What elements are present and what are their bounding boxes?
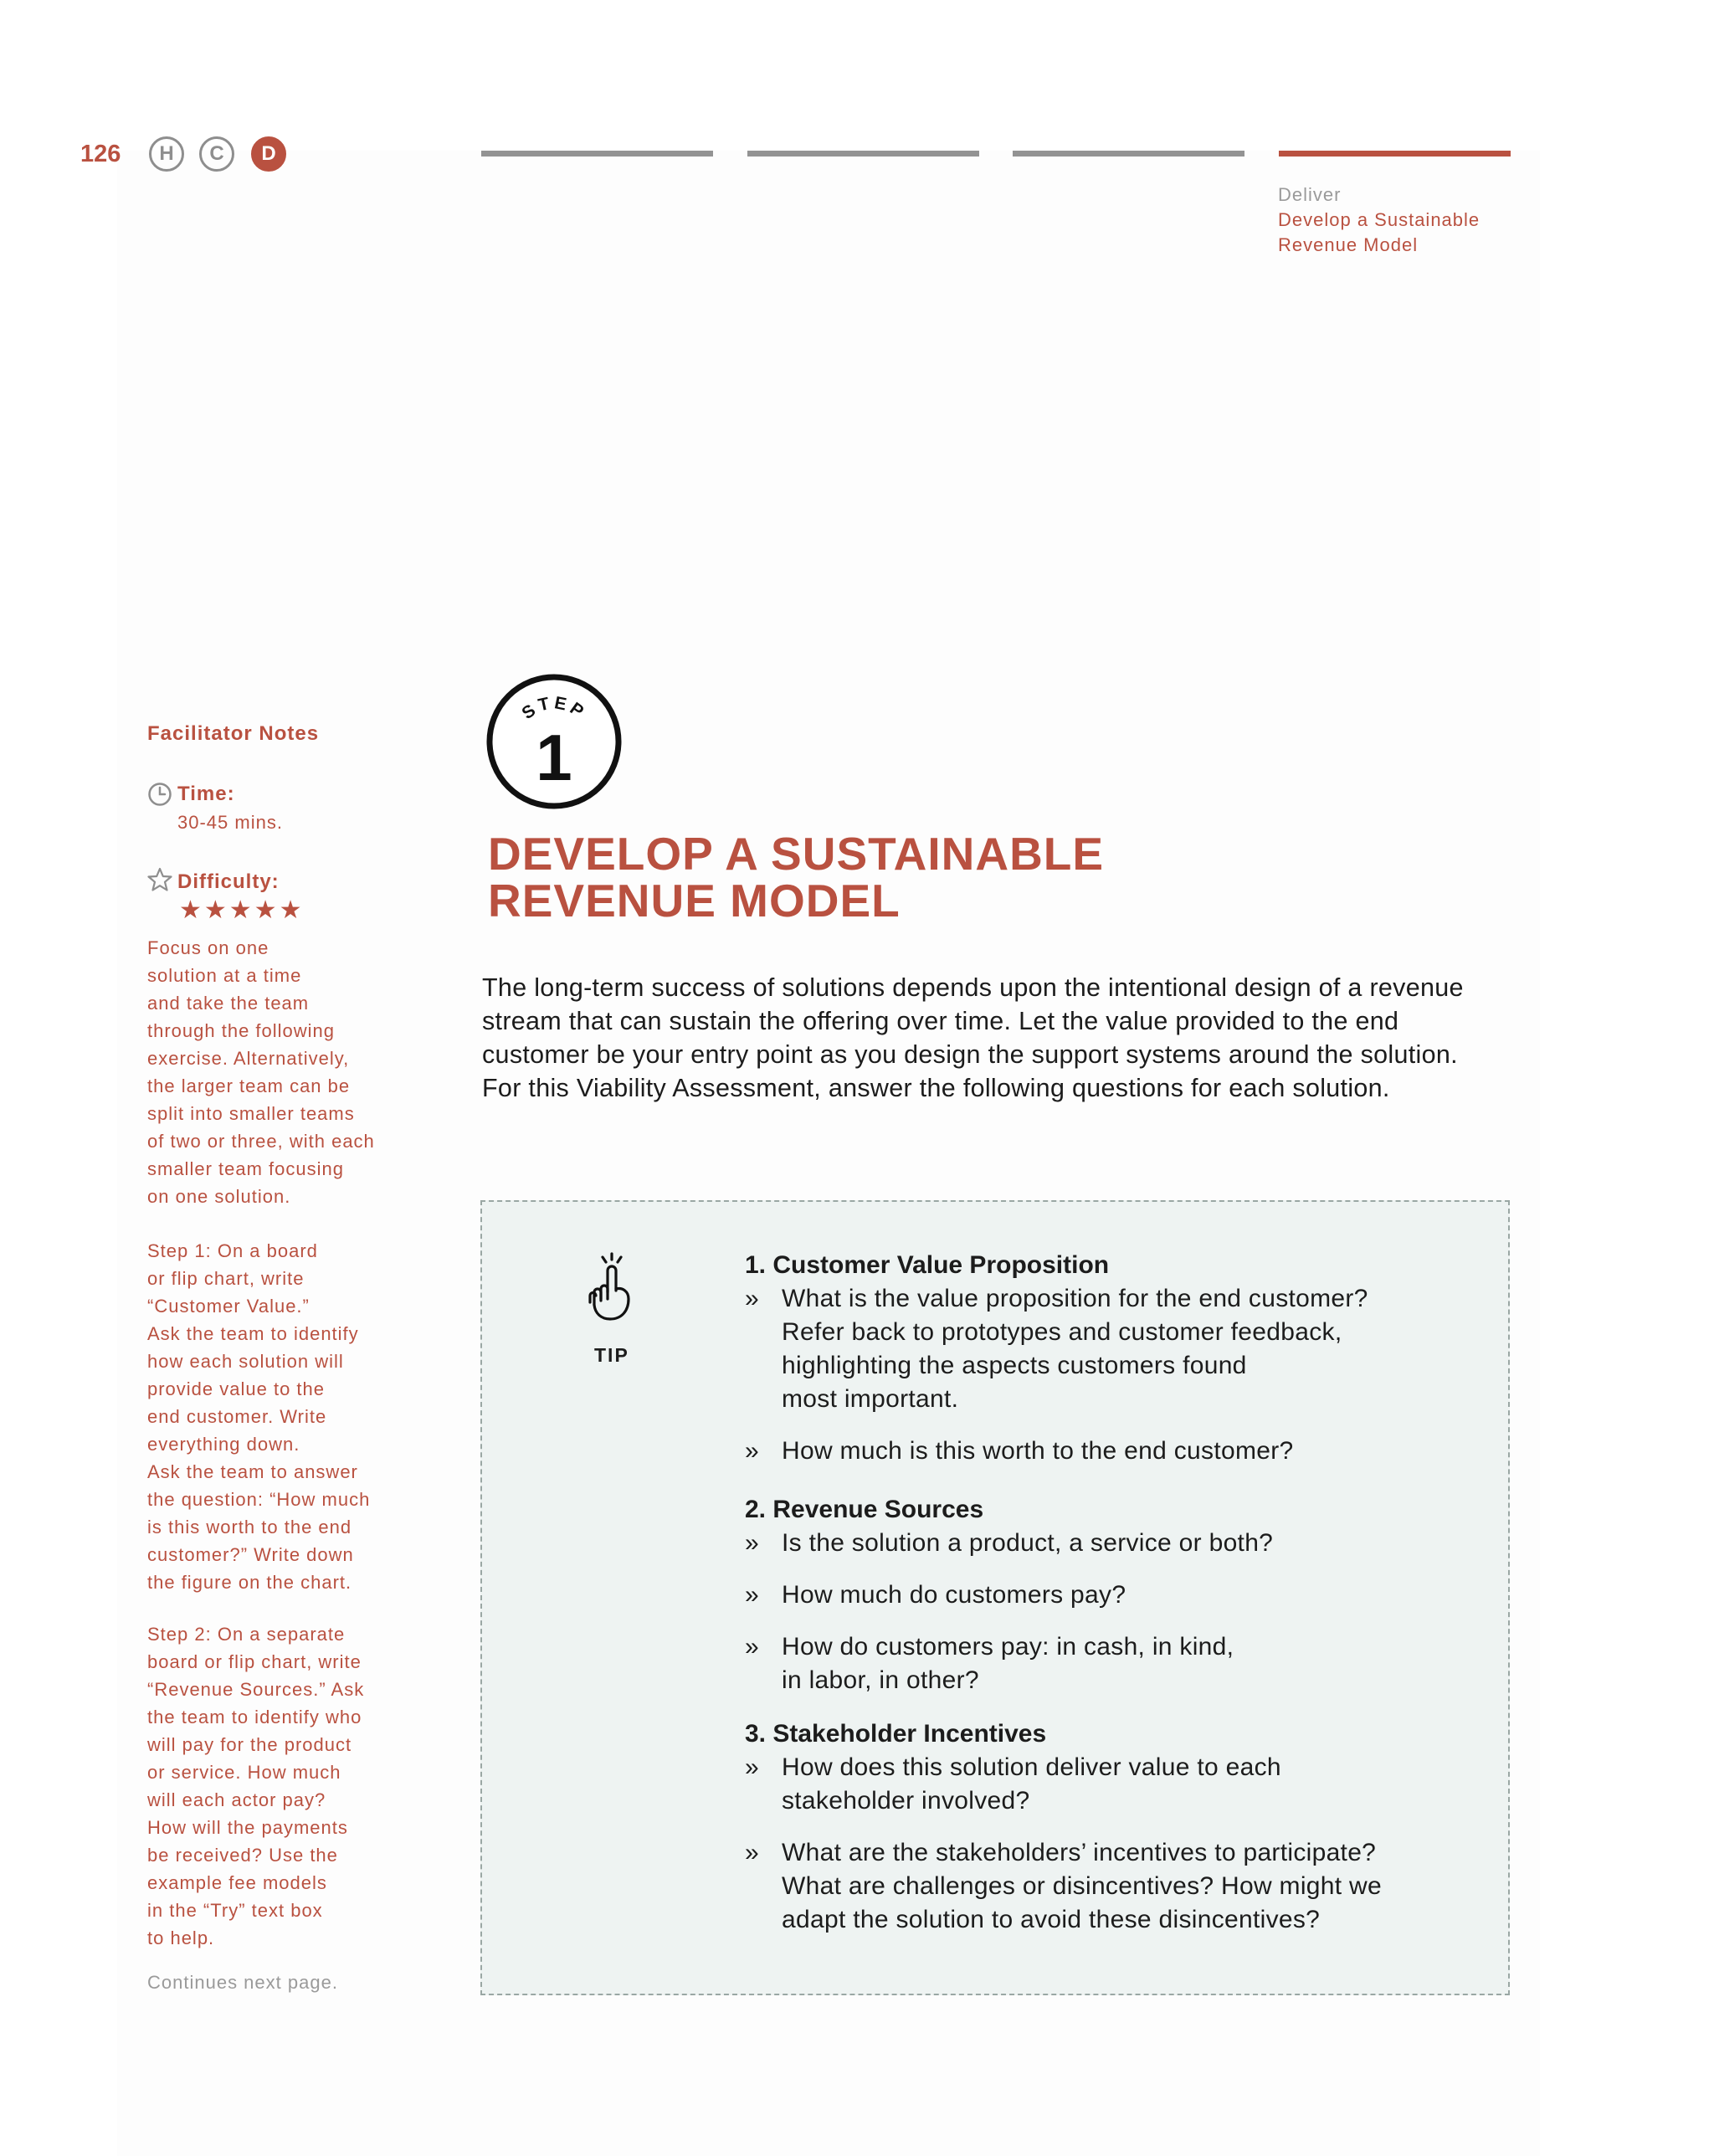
progress-segment-3 [1013, 151, 1244, 157]
tip-section-1 [745, 1249, 1498, 1468]
tip-item [745, 1836, 1498, 1937]
time-value: 30-45 mins. [177, 812, 283, 833]
tip-item-text: How does this solution deliver value to each stakeholder involved? [782, 1753, 1281, 1815]
tip-item [745, 1527, 1498, 1560]
phase-h-icon: H [149, 136, 184, 172]
tip-item [745, 1578, 1498, 1612]
facilitator-paragraph-3: Step 2: On a separate board or flip chart, write “Revenue Sources.” Ask the team to identify who will pay for the product or service. How much will each actor pay? How will the payments be received? Use the example fee models in the “Try” text box to help. [147, 1624, 365, 1948]
facilitator-notes-title: Facilitator Notes [147, 722, 320, 745]
bullet-icon: » [745, 1529, 759, 1557]
pointing-hand-icon [582, 1252, 641, 1327]
phase-c-icon: C [199, 136, 234, 172]
section-title: Develop a Sustainable Revenue Model [1278, 209, 1481, 255]
bullet-icon: » [745, 1839, 759, 1866]
tip-label: TIP [594, 1344, 629, 1366]
star-outline-icon [147, 867, 172, 892]
intro-paragraph: The long-term success of solutions depends upon the intentional design of a revenue stream that can sustain the offering over time. Let the value provided to the end customer be your entry point as you design the support systems around the solution. For this Viability Assessment, answer the following questions for each solution. [482, 973, 1464, 1102]
phase-d-icon: D [251, 136, 286, 172]
step-number: 1 [536, 721, 572, 794]
tip-item-text: How do customers pay: in cash, in kind, in labor, in other? [782, 1633, 1234, 1694]
progress-segment-1 [481, 151, 713, 157]
tip-item-text: Is the solution a product, a service or both? [782, 1529, 1274, 1557]
tip-section-3 [745, 1717, 1498, 1937]
tip-heading-2: 2. Revenue Sources [745, 1496, 984, 1523]
page-number: 126 [80, 141, 121, 167]
tip-item-text: How much do customers pay? [782, 1581, 1126, 1609]
bullet-icon: » [745, 1581, 759, 1609]
step-word: STEP [518, 693, 590, 724]
difficulty-stars: ★★★★★ [179, 896, 305, 924]
tip-item [745, 1435, 1498, 1468]
tip-heading-3: 3. Stakeholder Incentives [745, 1720, 1047, 1748]
page-title [488, 828, 1492, 927]
tip-item [745, 1751, 1498, 1818]
title-line-1: DEVELOP A SUSTAINABLE [488, 828, 1105, 880]
facilitator-paragraph-2: Step 1: On a board or flip chart, write “Customer Value.” Ask the team to identify how each solution will provide value to the end customer. Write everything down. Ask the team to answer the question: “How much is this worth to the end customer?” Write down the figure on the chart. [147, 1240, 371, 1593]
difficulty-label: Difficulty: [177, 870, 280, 893]
bullet-icon: » [745, 1633, 759, 1661]
bullet-icon: » [745, 1437, 759, 1465]
tip-item-text: How much is this worth to the end customer? [782, 1437, 1294, 1465]
tip-item-text: What is the value proposition for the end customer? Refer back to prototypes and customer feedback, highlighting the aspects customers found most important. [782, 1285, 1368, 1413]
tip-section-2 [745, 1493, 1498, 1697]
title-line-2: REVENUE MODEL [488, 875, 901, 927]
bullet-icon: » [745, 1285, 759, 1312]
tip-heading-1: 1. Customer Value Proposition [745, 1251, 1110, 1279]
section-label: Deliver [1278, 184, 1342, 205]
tip-item-text: What are the stakeholders’ incentives to participate? What are challenges or disincentives? How might we adapt the solution to avoid these disincentives? [782, 1839, 1382, 1933]
progress-segment-2 [747, 151, 979, 157]
tip-item [745, 1282, 1498, 1416]
clock-icon [147, 782, 172, 807]
continues-note: Continues next page. [147, 1972, 338, 1993]
tip-item [745, 1630, 1498, 1697]
time-label: Time: [177, 783, 235, 805]
step-badge-icon [485, 673, 623, 810]
facilitator-paragraph-1: Focus on one solution at a time and take the team through the following exercise. Alternatively, the larger team can be split into smaller teams of two or three, with each smaller team focusing on one solution. [147, 937, 375, 1207]
bullet-icon: » [745, 1753, 759, 1781]
progress-segment-4 [1279, 151, 1511, 157]
